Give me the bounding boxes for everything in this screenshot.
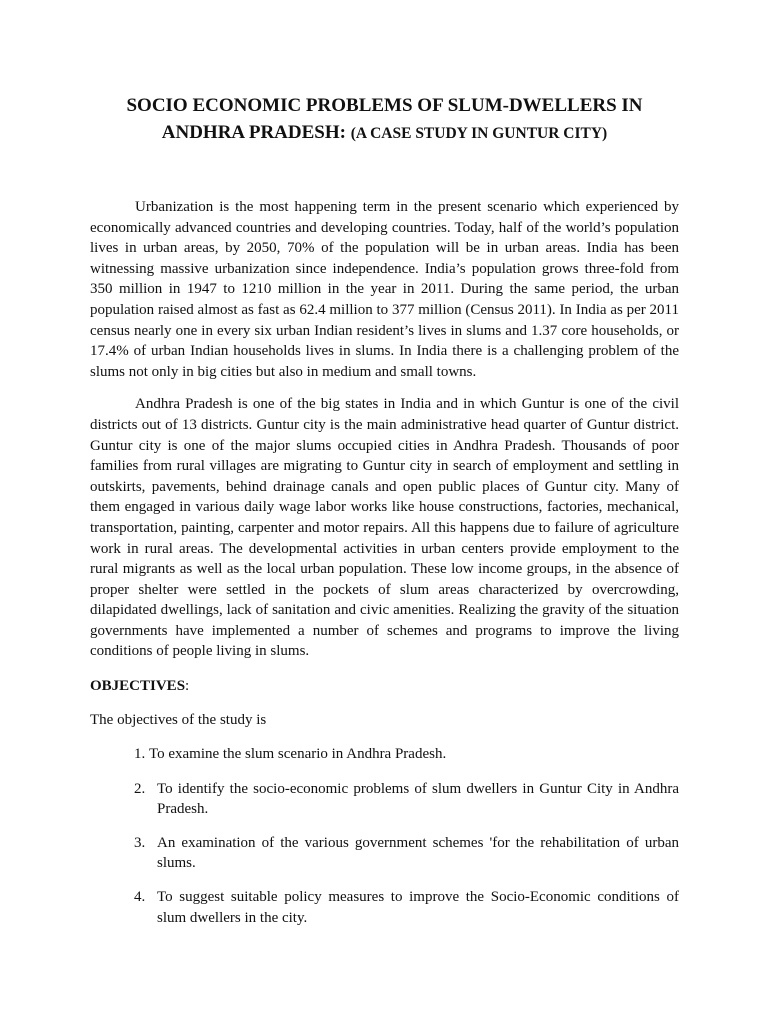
paragraph-andhra-pradesh: Andhra Pradesh is one of the big states in India and in which Guntur is one of the civil districts out of 13 districts. Guntur city is the main administrative head quarter of Guntur district. Guntur city is one of the major slums occupied cities in Andhra Pradesh. Thousands of poor families from rural villages are migrating to Guntur city in search of employment and settling in outskirts, pavements, behind drainage canals and open public places of Guntur city. Many of them engaged in various daily wage labor works like house constructions, factories, mechanical, transportation, painting, carpenter and motor repairs. All this happens due to failure of agriculture work in rural areas. The developmental activities in urban centers provide employment to the rural migrants as well as the local urban population. These low income groups, in the absence of proper shelter were settled in the pockets of slum areas characterized by overcrowding, dilapidated dwellings, lack of sanitation and civic amenities. Realizing the gravity of the situation governments have implemented a number of schemes and programs to improve the living conditions of people living in slums. [90, 396, 679, 660]
list-item-number: 1. [134, 746, 146, 763]
objectives-heading-text: OBJECTIVES [90, 678, 186, 695]
list-item-number: 3. [134, 834, 146, 851]
objectives-list [90, 744, 679, 928]
paper-title [90, 92, 679, 147]
title-main: SOCIO ECONOMIC PROBLEMS OF SLUM-DWELLERS IN ANDHRA PRADESH: [126, 95, 643, 143]
list-item [90, 744, 679, 765]
list-item-text: An examination of the various government schemes 'for the rehabilitation of urban slums. [157, 834, 679, 872]
list-item [90, 887, 679, 928]
list-item-number: 2. [134, 780, 146, 797]
list-item-text: To examine the slum scenario in Andhra Pradesh. [149, 746, 447, 763]
objectives-intro: The objectives of the study is [90, 712, 267, 729]
list-item-text: To identify the socio-economic problems of slum dwellers in Guntur City in Andhra Pradesh. [157, 780, 679, 818]
objectives-heading [90, 676, 679, 696]
list-item-number: 4. [134, 889, 146, 906]
paragraph-urbanization: Urbanization is the most happening term in the present scenario which experienced by economically advanced countries and developing countries. Today, half of the world’s population lives in urban areas, by 2050, 70% of the population will be in urban areas. India has been witnessing massive urbanization since independence. India’s population grows three-fold from 350 million in 1947 to 1210 million in the year in 2011. During the same period, the urban population raised almost as fast as 62.4 million to 377 million (Census 2011). In India as per 2011 census nearly one in every six urban Indian resident’s lives in slums and 1.37 core households, or 17.4% of urban Indian households lives in slums. In India there is a challenging problem of the slums not only in big cities but also in medium and small towns. [90, 199, 679, 380]
document-page [90, 92, 679, 928]
list-item-text: To suggest suitable policy measures to improve the Socio-Economic conditions of slum dwellers in the city. [157, 889, 679, 926]
objectives-heading-colon: : [185, 678, 190, 695]
list-item [90, 833, 679, 874]
title-subtitle: (A CASE STUDY IN GUNTUR CITY) [350, 125, 608, 142]
list-item [90, 779, 679, 820]
